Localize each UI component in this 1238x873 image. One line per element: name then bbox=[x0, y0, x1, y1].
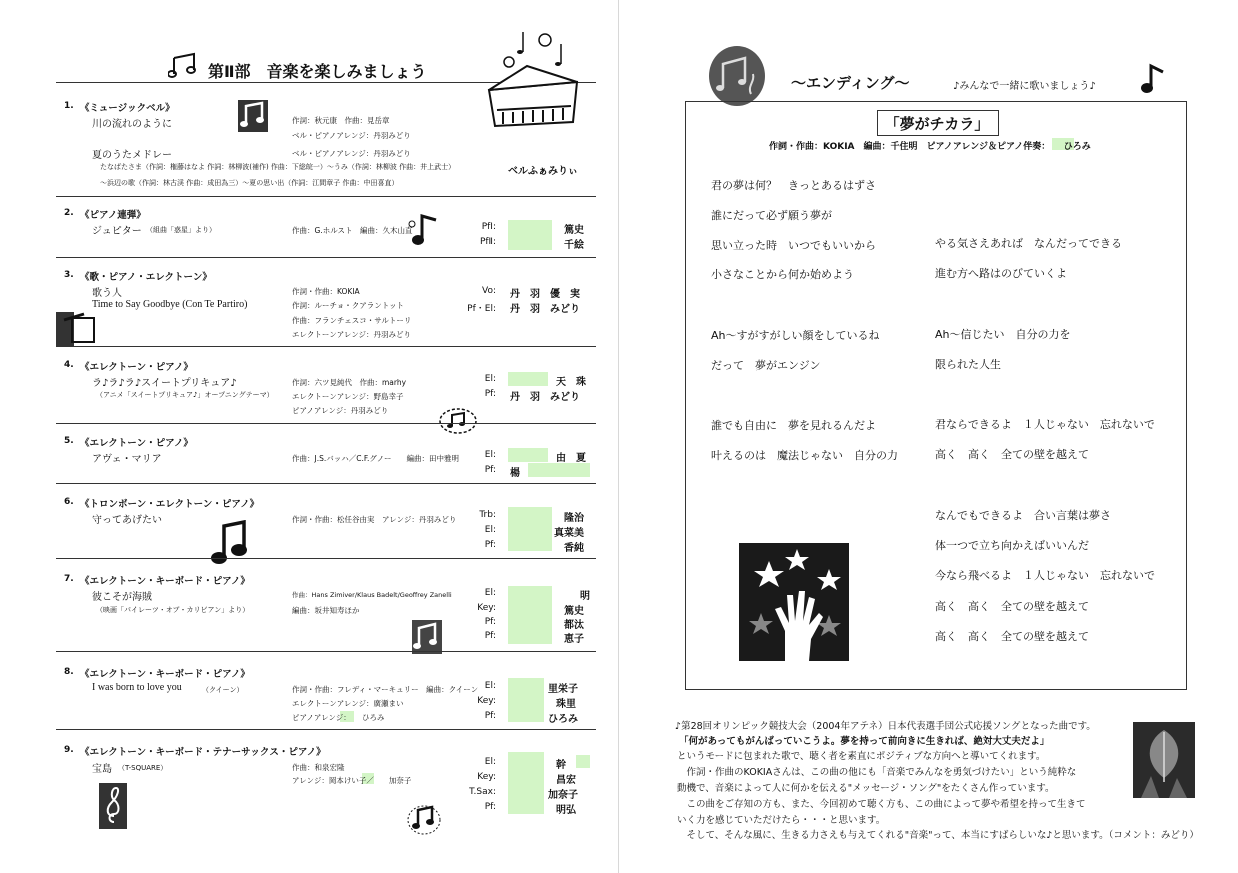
lyric-line: 君の夢は何？ きっとあるはずさ bbox=[711, 179, 876, 192]
program-number: 9. bbox=[64, 745, 74, 755]
performer-role: Pf: bbox=[484, 802, 496, 812]
performer-role: El: bbox=[484, 374, 496, 384]
comment-line: そして、そんな風に、生きる力さえも与えてくれる"音楽"って、本当にすばらしいな♪と思います。（コメント：みどり） bbox=[677, 830, 1199, 841]
ending-subtitle: ♪みんなで一緒に歌いましょう♪ bbox=[953, 81, 1096, 92]
performer-name: 幹 bbox=[556, 760, 566, 771]
performer-name: 真菜美 bbox=[554, 528, 584, 539]
song-subtitle: （組曲「惑星」より） bbox=[146, 226, 216, 234]
lyric-line: なんでもできるよ 合い言葉は夢さ bbox=[935, 509, 1111, 522]
credit: 作詞：六ツ見純代 作曲：marhy bbox=[292, 378, 407, 387]
program-category: 《エレクトーン・キーボード・テナーサックス・ピアノ》 bbox=[80, 747, 326, 758]
song-title: 「夢がチカラ」 bbox=[884, 115, 990, 133]
program-category: 《エレクトーン・ピアノ》 bbox=[80, 362, 193, 373]
performer-role: El: bbox=[484, 588, 496, 598]
hand-stars-illustration-icon bbox=[739, 543, 849, 661]
performer-role: El: bbox=[484, 681, 496, 691]
credit: 作曲：Hans Zimiver/Klaus Badelt/Geoffrey Zanelli bbox=[292, 591, 452, 599]
performer-role: Key: bbox=[477, 772, 496, 782]
song-title: I was born to love you bbox=[92, 682, 182, 693]
lyric-line: Ah〜信じたい 自分の力を bbox=[935, 328, 1071, 341]
comment-line: というモードに包まれた歌で、聴く者を素直にポジティブな方向へと導いてくれます。 bbox=[677, 751, 1046, 762]
performer-role: Pf: bbox=[484, 540, 496, 550]
song-credit: 作詞・作曲：KOKIA 編曲：千住明 ピアノアレンジ＆ピアノ伴奏： ひろみ bbox=[769, 142, 1091, 152]
performer-role: Vo: bbox=[482, 286, 496, 296]
lyric-line: 高く 高く 全ての壁を越えて bbox=[935, 600, 1089, 613]
program-number: 2. bbox=[64, 208, 74, 218]
performer-name: 篤史 bbox=[564, 606, 584, 617]
credit: 作曲：フランチェスコ・サルトーリ bbox=[292, 316, 412, 325]
performer-role: PfⅡ: bbox=[479, 237, 496, 247]
performer-name: 香純 bbox=[564, 543, 584, 554]
performer-name: 加奈子 bbox=[548, 790, 578, 801]
medley-credit: 〜浜辺の歌（作詞：林古渓 作曲：成田為三）〜夏の思い出（作詞：江間章子 作曲：中田喜直） bbox=[100, 179, 399, 187]
credit: 作詞・作曲：KOKIA bbox=[292, 287, 360, 296]
comment-line: 動機で、音楽によって人に何かを伝える"メッセージ・ソング"をたくさん作っています。 bbox=[677, 783, 1055, 794]
performer-name: 隆治 bbox=[564, 513, 584, 524]
credit: エレクトーンアレンジ：丹羽みどり bbox=[292, 330, 412, 339]
lyric-line: 進む方へ路はのびていくよ bbox=[935, 267, 1067, 280]
performer-role: Pf: bbox=[484, 711, 496, 721]
program-number: 5. bbox=[64, 436, 74, 446]
lyric-line: 君ならできるよ １人じゃない 忘れないで bbox=[935, 418, 1155, 431]
ending-title: 〜エンディング〜 bbox=[791, 74, 910, 92]
lyric-line: 小さなことから何か始めよう bbox=[711, 268, 854, 281]
program-category: 《エレクトーン・ピアノ》 bbox=[80, 438, 193, 449]
music-note-icon bbox=[404, 210, 444, 250]
program-category: 《ピアノ連弾》 bbox=[80, 210, 146, 221]
program-category: 《エレクトーン・キーボード・ピアノ》 bbox=[80, 669, 250, 680]
program-number: 6. bbox=[64, 497, 74, 507]
music-circle-icon bbox=[707, 44, 767, 108]
eighth-note-icon bbox=[1139, 62, 1169, 94]
leaf-photo-icon bbox=[1133, 722, 1195, 798]
credit: 作曲：J.S.バッハ／C.F.グノー 編曲：田中雅明 bbox=[292, 454, 459, 463]
lyric-line: だって 夢がエンジン bbox=[711, 359, 821, 372]
double-note-icon bbox=[168, 52, 198, 78]
song-title: 彼こそが海賊 bbox=[92, 592, 152, 603]
credit: ピアノアレンジ： ひろみ bbox=[292, 713, 385, 722]
music-note-icon bbox=[406, 800, 442, 836]
performer-name: 天 珠 bbox=[556, 377, 586, 388]
performer-role: T.Sax: bbox=[469, 787, 496, 797]
treble-clef-icon bbox=[98, 782, 128, 830]
credit: アレンジ：岡本けい子／ 加奈子 bbox=[292, 776, 412, 785]
lyric-line: 体一つで立ち向かえばいいんだ bbox=[935, 539, 1089, 552]
song-title: 川の流れのように bbox=[92, 119, 172, 130]
performer-name: 珠里 bbox=[556, 699, 576, 710]
performer-name: 明弘 bbox=[556, 805, 576, 816]
eighth-note-icon bbox=[208, 520, 252, 568]
credit: 作曲：G.ホルスト 編曲：久木山直 bbox=[292, 226, 413, 235]
comment-line: いく力を感じていただけたら・・・と思います。 bbox=[677, 815, 886, 826]
performer-role: Pf: bbox=[484, 389, 496, 399]
credit: 作詞・作曲：松任谷由実 アレンジ：丹羽みどり bbox=[292, 515, 457, 524]
program-category: 《歌・ピアノ・エレクトーン》 bbox=[80, 272, 212, 283]
program-category: 《エレクトーン・キーボード・ピアノ》 bbox=[80, 576, 250, 587]
program-number: 7. bbox=[64, 574, 74, 584]
part-title: 第Ⅱ部 音楽を楽しみましょう bbox=[208, 62, 427, 81]
lyric-line: Ah〜すがすがしい顔をしているね bbox=[711, 329, 880, 342]
performer-name: 昌宏 bbox=[556, 775, 576, 786]
song-title: 宝島 bbox=[92, 764, 112, 775]
song-title: ラ♪ラ♪ラ♪スイートプリキュア♪ bbox=[92, 378, 237, 389]
performer-name: 明 bbox=[580, 591, 590, 602]
performer-role: El: bbox=[484, 450, 496, 460]
credit: ベル・ピアノアレンジ：丹羽みどり bbox=[292, 149, 411, 158]
performer-name: 千絵 bbox=[564, 240, 584, 251]
credit: 作詞：秋元康 作曲：見岳章 bbox=[292, 116, 390, 125]
lyric-line: 思い立った時 いつでもいいから bbox=[711, 239, 876, 252]
comment-line: 「何があってもがんばっていこうよ。夢を持って前向きに生きれば、絶対大丈夫だよ」 bbox=[679, 736, 1050, 747]
music-note-box-icon bbox=[236, 98, 270, 134]
credit: 編曲：坂井知寿ほか bbox=[292, 606, 360, 615]
cloud-note-icon bbox=[438, 406, 478, 436]
medley-credit: たなばたさま（作詞：権藤はなよ 作詞：林柳波(補作) 作曲：下総皖一）〜うみ（作詞：林柳波 作曲：井上武士） bbox=[100, 163, 456, 171]
lyric-line: 高く 高く 全ての壁を越えて bbox=[935, 448, 1089, 461]
performer-name: 丹 羽 優 実 bbox=[510, 289, 580, 300]
performer-name: 丹 羽 みどり bbox=[510, 304, 580, 315]
performer-role: Key: bbox=[477, 603, 496, 613]
credit: ベル・ピアノアレンジ：丹羽みどり bbox=[292, 131, 411, 140]
performer-role: Key: bbox=[477, 696, 496, 706]
performer-role: Pf・El: bbox=[467, 304, 496, 314]
lyric-line: 誰にだって必ず願う夢が bbox=[711, 209, 832, 222]
program-number: 8. bbox=[64, 667, 74, 677]
song-title: Time to Say Goodbye (Con Te Partiro) bbox=[92, 299, 248, 310]
credit: ピアノアレンジ：丹羽みどり bbox=[292, 406, 389, 415]
comment-line: この曲をご存知の方も、また、今回初めて聴く方も、この曲によって夢や希望を持って生きて bbox=[677, 799, 1086, 810]
lyric-line: 叶えるのは 魔法じゃない 自分の力 bbox=[711, 449, 898, 462]
lyric-line: 今なら飛べるよ １人じゃない 忘れないで bbox=[935, 569, 1155, 582]
credit: 作曲：和泉宏隆 bbox=[292, 763, 345, 772]
song-title: 守ってあげたい bbox=[92, 515, 162, 526]
credit: エレクトーンアレンジ：野島幸子 bbox=[292, 392, 404, 401]
performer-name: 由 夏 bbox=[556, 453, 586, 464]
program-number: 4. bbox=[64, 360, 74, 370]
performer-role: El: bbox=[484, 525, 496, 535]
performer-name: 里栄子 bbox=[548, 684, 578, 695]
comment-line: ♪第28回オリンピック競技大会（2004年アテネ）日本代表選手団公式応援ソングとなった曲です。 bbox=[675, 721, 1096, 732]
performer-name: 楊 bbox=[510, 468, 520, 479]
ending-page bbox=[619, 0, 1238, 873]
song-title: 歌う人 bbox=[92, 288, 122, 299]
song-title: ジュピター bbox=[92, 226, 142, 237]
performer-role: El: bbox=[484, 757, 496, 767]
performer-name: 都汰 bbox=[564, 620, 584, 631]
credit: 作詞・作曲：フレディ・マーキュリー 編曲：クイーン bbox=[292, 685, 479, 694]
performer-name: 恵子 bbox=[564, 634, 584, 645]
lyric-line: 限られた人生 bbox=[935, 358, 1001, 371]
song-subtitle: （アニメ「スイートプリキュア♪」オープニングテーマ） bbox=[96, 391, 274, 399]
performer-role: Pf: bbox=[484, 631, 496, 641]
performer-role: Pf: bbox=[484, 465, 496, 475]
performer-role: PfⅠ: bbox=[481, 222, 496, 232]
performer-role: Trb: bbox=[479, 510, 496, 520]
performer-name: ひろみ bbox=[548, 714, 578, 725]
lyric-line: やる気さえあれば なんだってできる bbox=[935, 237, 1122, 250]
performer-name: 丹 羽 みどり bbox=[510, 392, 580, 403]
program-category: 《トロンボーン・エレクトーン・ピアノ》 bbox=[80, 499, 260, 510]
lyric-line: 高く 高く 全ての壁を越えて bbox=[935, 630, 1089, 643]
performer-role: Pf: bbox=[484, 617, 496, 627]
group-name: ベルふぁみりぃ bbox=[508, 166, 578, 177]
program-number: 1. bbox=[64, 101, 74, 111]
credit: 作詞：ルーチョ・クアラントット bbox=[292, 301, 405, 310]
performer-name: 篤史 bbox=[564, 225, 584, 236]
program-number: 3. bbox=[64, 270, 74, 280]
song-subtitle: （クイーン） bbox=[202, 686, 244, 694]
lyric-line: 誰でも自由に 夢を見れるんだよ bbox=[711, 419, 876, 432]
piano-illustration-icon bbox=[475, 24, 585, 132]
song-title: アヴェ・マリア bbox=[92, 454, 162, 465]
song-title: 夏のうたメドレー bbox=[92, 150, 172, 161]
credit: エレクトーンアレンジ：廣瀬まい bbox=[292, 699, 404, 708]
song-subtitle: （T-SQUARE） bbox=[118, 764, 168, 772]
comment-line: 作詞・作曲のKOKIAさんは、この曲の他にも「音楽でみんなを勇気づけたい」という純粋な bbox=[677, 767, 1077, 778]
program-category: 《ミュージックベル》 bbox=[80, 103, 175, 114]
song-subtitle: （映画「パイレーツ・オブ・カリビアン」より） bbox=[96, 606, 250, 614]
